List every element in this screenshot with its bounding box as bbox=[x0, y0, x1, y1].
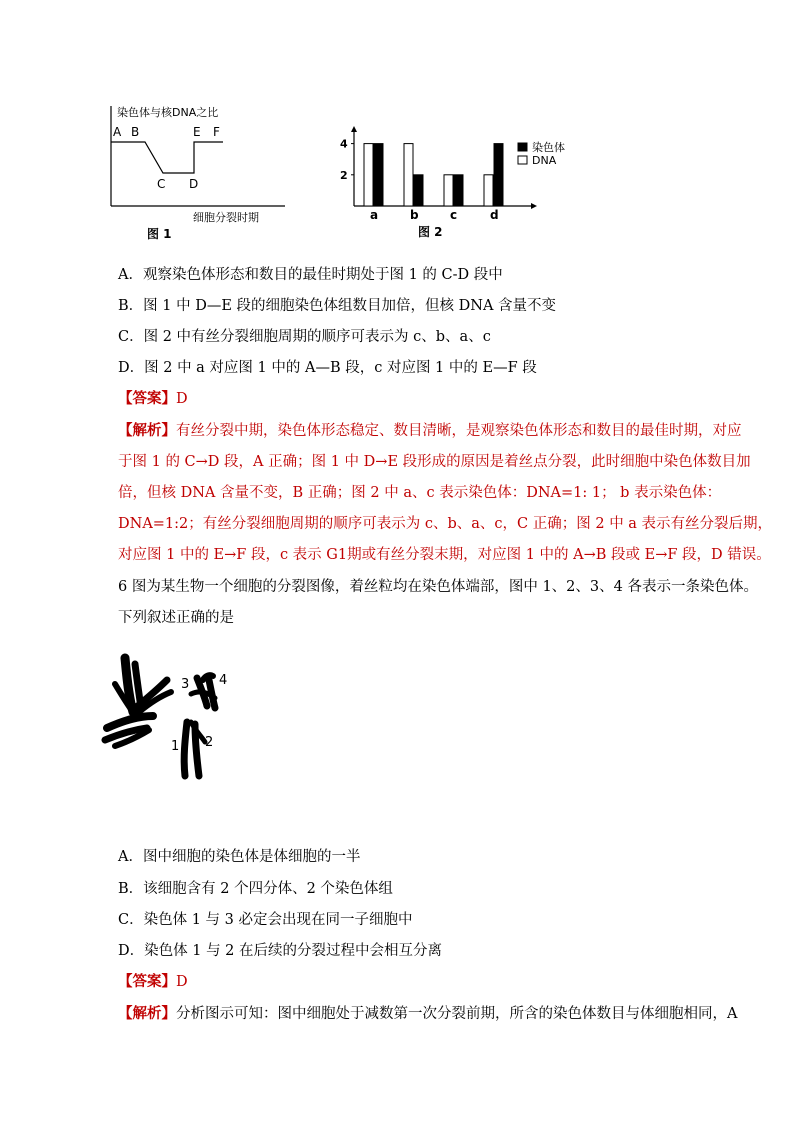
analysis-text: 有丝分裂中期，染色体形态稳定、数目清晰，是观察染色体形态和数目的最佳时期，对应 bbox=[176, 423, 742, 439]
answer-value: D bbox=[176, 974, 188, 990]
fig2-category-label: c bbox=[450, 208, 458, 222]
fig2-bar-chromosome bbox=[374, 144, 383, 206]
fig2-ytick-label: 2 bbox=[340, 168, 348, 182]
fig2-bar-dna bbox=[484, 175, 493, 206]
q6-stem-line-1: 6 图为某生物一个细胞的分裂图像，着丝粒均在染色体端部，图中 1、2、3、4 各表示一条染色体。 bbox=[118, 579, 758, 595]
q5-analysis-line-3: 倍，但核 DNA 含量不变，B 正确；图 2 中 a、c 表示染色体：DNA=1: 1； b 表示染色体： bbox=[118, 485, 722, 501]
q6-option-b: B．该细胞含有 2 个四分体、2 个染色体组 bbox=[118, 881, 393, 897]
analysis-tag: 【解析】 bbox=[118, 1005, 176, 1022]
fig2-bar-chromosome bbox=[454, 175, 463, 206]
fig2-legend-label: DNA bbox=[532, 154, 557, 167]
analysis-text: 分析图示可知：图中细胞处于减数第一次分裂前期，所含的染色体数目与体细胞相同，A bbox=[176, 1006, 738, 1022]
answer-value: D bbox=[176, 391, 188, 407]
fig2-bar-dna bbox=[364, 144, 373, 206]
chromosome-label-2: 2 bbox=[205, 735, 214, 750]
q5-answer bbox=[118, 389, 188, 409]
q6-option-d: D．染色体 1 与 2 在后续的分裂过程中会相互分离 bbox=[118, 943, 443, 959]
q6-option-c: C．染色体 1 与 3 必定会出现在同一子细胞中 bbox=[118, 912, 413, 928]
fig1-label-c: C bbox=[157, 177, 166, 191]
fig2-category-label: a bbox=[370, 208, 379, 222]
fig1-caption: 图 1 bbox=[147, 227, 172, 240]
q5-analysis-line-1 bbox=[118, 421, 742, 441]
q6-answer bbox=[118, 972, 188, 992]
figure-2 bbox=[330, 118, 620, 243]
figure-1 bbox=[105, 100, 295, 240]
fig2-bar-chromosome bbox=[494, 144, 503, 206]
fig1-ratio-line bbox=[111, 142, 223, 173]
answer-tag: 【答案】 bbox=[118, 390, 176, 407]
q5-option-d: D．图 2 中 a 对应图 1 中的 A—B 段，c 对应图 1 中的 E—F 段 bbox=[118, 360, 537, 376]
q5-option-c: C．图 2 中有丝分裂细胞周期的顺序可表示为 c、b、a、c bbox=[118, 329, 491, 345]
fig1-xlabel: 细胞分裂时期 bbox=[193, 211, 259, 224]
q5-analysis-line-5: 对应图 1 中的 E→F 段，c 表示 G1期或有丝分裂末期，对应图 1 中的 A→B 段或 E→F 段，D 错误。 bbox=[118, 547, 771, 563]
chromosome-label-3: 3 bbox=[181, 677, 190, 692]
fig1-label-b: B bbox=[131, 125, 140, 139]
q5-analysis-line-2: 于图 1 的 C→D 段，A 正确；图 1 中 D→E 段形成的原因是着丝点分裂，此时细胞中染色体数目加 bbox=[118, 454, 751, 470]
q5-option-a: A．观察染色体形态和数目的最佳时期处于图 1 的 C-D 段中 bbox=[118, 267, 503, 283]
fig1-label-e: E bbox=[193, 125, 201, 139]
q6-option-a: A．图中细胞的染色体是体细胞的一半 bbox=[118, 849, 361, 865]
fig2-category-label: d bbox=[490, 208, 499, 222]
fig2-x-arrow bbox=[531, 203, 537, 209]
fig2-legend-swatch bbox=[518, 143, 527, 151]
fig2-bar-dna bbox=[444, 175, 453, 206]
fig2-legend-label: 染色体 bbox=[532, 141, 565, 154]
chromosome-label-4: 4 bbox=[219, 673, 228, 688]
fig2-bar-chromosome bbox=[414, 175, 423, 206]
fig1-label-d: D bbox=[189, 177, 199, 191]
fig2-legend-swatch bbox=[518, 156, 527, 164]
fig2-bar-dna bbox=[404, 144, 413, 206]
q6-stem-line-2: 下列叙述正确的是 bbox=[118, 610, 234, 626]
fig1-ylabel: 染色体与核DNA之比 bbox=[117, 106, 219, 119]
chromosome-label-1: 1 bbox=[171, 739, 180, 754]
q6-analysis-line-1 bbox=[118, 1004, 737, 1024]
q5-analysis-line-4: DNA=1:2；有丝分裂细胞周期的顺序可表示为 c、b、a、c，C 正确；图 2 中 a 表示有丝分裂后期， bbox=[118, 516, 773, 532]
fig2-caption: 图 2 bbox=[418, 225, 443, 239]
fig2-y-arrow bbox=[351, 126, 357, 132]
fig1-label-a: A bbox=[113, 125, 122, 139]
fig2-category-label: b bbox=[410, 208, 419, 222]
analysis-tag: 【解析】 bbox=[118, 422, 176, 439]
answer-tag: 【答案】 bbox=[118, 973, 176, 990]
fig1-label-f: F bbox=[213, 125, 220, 139]
q5-option-b: B．图 1 中 D—E 段的细胞染色体组数目加倍，但核 DNA 含量不变 bbox=[118, 298, 557, 314]
chromosome-figure bbox=[95, 650, 245, 785]
fig2-ytick-label: 4 bbox=[340, 137, 348, 151]
